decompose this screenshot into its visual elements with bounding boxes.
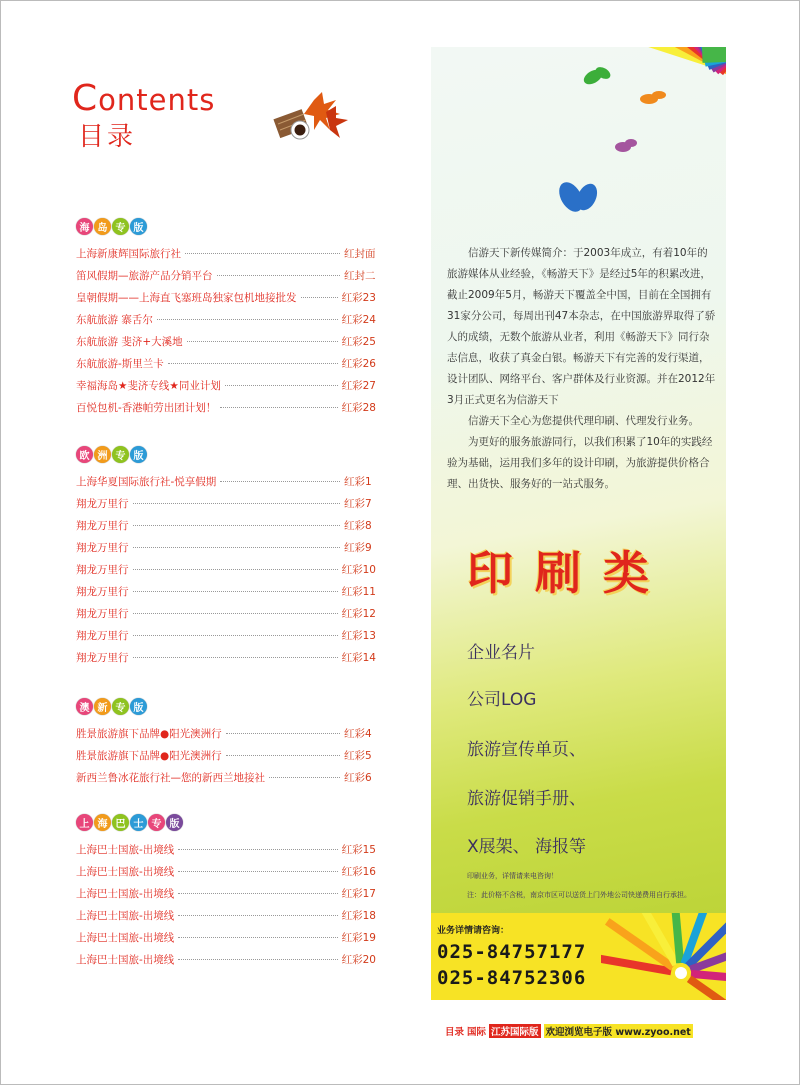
toc-entry-page: 红彩18 (341, 909, 376, 922)
toc-entry-page: 红彩5 (344, 749, 372, 762)
service-item: 旅游宣传单页、 (467, 740, 586, 760)
dotted-leader (178, 937, 337, 938)
dotted-leader (178, 849, 337, 850)
service-item: X展架、 海报等 (467, 837, 587, 857)
section-heading (76, 216, 147, 236)
toc-entry-page: 红彩20 (341, 953, 376, 966)
toc-entry-page: 红封二 (344, 269, 376, 282)
toc-entry-title: 皇朝假期——上海直飞塞班岛独家包机地接批发 (76, 291, 297, 304)
dotted-leader (220, 481, 340, 482)
contact-box (431, 913, 726, 1000)
section-heading-char: 巴 (112, 814, 129, 831)
dotted-leader (133, 635, 338, 636)
section-heading (76, 444, 147, 464)
toc-entry-title: 翔龙万里行 (76, 607, 129, 620)
toc-entry-title: 幸福海岛★斐济专线★同业计划 (76, 379, 221, 392)
toc-entry[interactable] (76, 514, 376, 536)
toc-entry[interactable] (76, 286, 376, 308)
toc-entry[interactable] (76, 722, 376, 744)
toc-list (76, 470, 376, 668)
toc-entry-title: 上海巴士国旅-出境线 (76, 843, 175, 856)
toc-entry[interactable] (76, 926, 376, 948)
toc-entry-page: 红彩13 (341, 629, 376, 642)
toc-entry-title: 百悦包机-香港帕劳出团计划！ (76, 401, 217, 414)
toc-entry[interactable] (76, 558, 376, 580)
toc-entry[interactable] (76, 580, 376, 602)
butterfly-icon (581, 65, 612, 88)
dotted-leader (178, 871, 337, 872)
toc-entry-page: 红彩4 (344, 727, 372, 740)
colored-pencils-image (601, 913, 726, 1000)
dotted-leader (133, 591, 338, 592)
toc-entry-title: 胜景旅游旗下品牌●阳光澳洲行 (76, 749, 222, 762)
toc-entry[interactable] (76, 396, 376, 418)
toc-entry-title: 新西兰鲁冰花旅行社—您的新西兰地接社 (76, 771, 265, 784)
toc-entry-page: 红彩7 (344, 497, 372, 510)
toc-entry-title: 翔龙万里行 (76, 541, 129, 554)
price-note: 注：此价格不含税，南京市区可以送货上门外地公司快递费用自行承担。 (467, 891, 691, 899)
intro-paragraph: 信游天下全心为您提供代理印刷、代理发行业务。 (468, 415, 699, 427)
section-heading-char: 澳 (76, 698, 93, 715)
section-heading-char: 专 (112, 218, 129, 235)
section-heading-char: 欧 (76, 446, 93, 463)
toc-entry-title: 翔龙万里行 (76, 651, 129, 664)
toc-entry-page: 红彩16 (341, 865, 376, 878)
company-intro (447, 243, 717, 495)
footer-section: 目录 (445, 1027, 465, 1038)
toc-entry-page: 红彩11 (341, 585, 376, 598)
phone-number: 025-84757177 (437, 941, 587, 963)
toc-entry[interactable] (76, 308, 376, 330)
toc-entry-title: 上海巴士国旅-出境线 (76, 887, 175, 900)
footer-edition: 国际 (467, 1027, 487, 1038)
page-title: Contents (72, 78, 216, 119)
toc-entry-title: 东航旅游 斐济+大溪地 (76, 335, 183, 348)
printing-headline: 印刷类 (467, 546, 671, 600)
toc-list (76, 242, 376, 418)
dotted-leader (185, 253, 340, 254)
section-heading-char: 版 (166, 814, 183, 831)
toc-entry[interactable] (76, 264, 376, 286)
toc-entry[interactable] (76, 242, 376, 264)
toc-entry-page: 红彩10 (341, 563, 376, 576)
toc-entry[interactable] (76, 602, 376, 624)
section-heading-char: 海 (94, 814, 111, 831)
toc-entry[interactable] (76, 904, 376, 926)
dotted-leader (217, 275, 341, 276)
toc-entry-title: 翔龙万里行 (76, 519, 129, 532)
section-heading-char: 专 (112, 446, 129, 463)
service-item: 公司LOG (467, 690, 537, 710)
dotted-leader (133, 525, 341, 526)
phone-number: 025-84752306 (437, 967, 587, 989)
toc-entry-page: 红封面 (344, 247, 376, 260)
toc-entry-page: 红彩23 (341, 291, 376, 304)
toc-entry-page: 红彩24 (341, 313, 376, 326)
toc-entry-page: 红彩14 (341, 651, 376, 664)
dotted-leader (226, 733, 340, 734)
section-heading-char: 士 (130, 814, 147, 831)
dotted-leader (133, 657, 338, 658)
toc-entry-page: 红彩19 (341, 931, 376, 944)
dotted-leader (178, 915, 337, 916)
toc-entry-page: 红彩26 (341, 357, 376, 370)
toc-entry-title: 上海新康辉国际旅行社 (76, 247, 181, 260)
section-heading-char: 洲 (94, 446, 111, 463)
toc-entry-page: 红彩9 (344, 541, 372, 554)
toc-entry-page: 红彩1 (344, 475, 372, 488)
dotted-leader (301, 297, 338, 298)
color-swatch-fan-image (531, 47, 726, 237)
toc-entry-page: 红彩25 (341, 335, 376, 348)
dotted-leader (133, 503, 341, 504)
section-heading-char: 版 (130, 698, 147, 715)
toc-entry[interactable] (76, 352, 376, 374)
dotted-leader (226, 755, 340, 756)
toc-entry-title: 上海巴士国旅-出境线 (76, 865, 175, 878)
toc-entry-page: 红彩6 (344, 771, 372, 784)
toc-entry[interactable] (76, 470, 376, 492)
dotted-leader (133, 613, 338, 614)
toc-entry[interactable] (76, 860, 376, 882)
toc-entry-title: 胜景旅游旗下品牌●阳光澳洲行 (76, 727, 222, 740)
toc-entry[interactable] (76, 646, 376, 668)
toc-entry[interactable] (76, 744, 376, 766)
dotted-leader (178, 893, 337, 894)
toc-entry-page: 红彩28 (341, 401, 376, 414)
toc-entry-title: 东航旅游-斯里兰卡 (76, 357, 164, 370)
intro-paragraph: 为更好的服务旅游同行，以我们积累了10年的实践经验为基础，运用我们多年的设计印刷，为旅游提供价格合理、出货快、服务好的一站式服务。 (447, 436, 713, 490)
dotted-leader (220, 407, 337, 408)
page-footer (445, 1024, 693, 1038)
toc-entry-title: 上海巴士国旅-出境线 (76, 953, 175, 966)
toc-entry-page: 红彩12 (341, 607, 376, 620)
toc-entry[interactable] (76, 536, 376, 558)
section-heading-char: 上 (76, 814, 93, 831)
section-heading-char: 专 (148, 814, 165, 831)
footer-edition-badge: 江苏国际版 (489, 1024, 541, 1038)
section-heading-char: 版 (130, 446, 147, 463)
toc-entry[interactable] (76, 330, 376, 352)
toc-entry[interactable] (76, 624, 376, 646)
toc-entry-page: 红彩17 (341, 887, 376, 900)
dotted-leader (133, 569, 338, 570)
coffee-leaves-decoration (270, 90, 350, 150)
page-subtitle: 目录 (78, 122, 137, 152)
toc-entry-page: 红彩8 (344, 519, 372, 532)
dotted-leader (157, 319, 338, 320)
toc-entry-title: 翔龙万里行 (76, 497, 129, 510)
service-item: 旅游促销手册、 (467, 789, 586, 809)
toc-entry-title: 翔龙万里行 (76, 629, 129, 642)
toc-entry-title: 翔龙万里行 (76, 585, 129, 598)
toc-entry[interactable] (76, 882, 376, 904)
dotted-leader (187, 341, 338, 342)
dotted-leader (133, 547, 341, 548)
service-item: 企业名片 (467, 643, 535, 663)
toc-entry-page: 红彩27 (341, 379, 376, 392)
footer-tagline: 欢迎浏览电子版 www.zyoo.net (544, 1024, 693, 1038)
dotted-leader (269, 777, 340, 778)
toc-entry[interactable] (76, 948, 376, 970)
toc-entry[interactable] (76, 766, 376, 788)
toc-entry-title: 翔龙万里行 (76, 563, 129, 576)
section-heading-char: 版 (130, 218, 147, 235)
toc-entry[interactable] (76, 492, 376, 514)
toc-entry-title: 上海巴士国旅-出境线 (76, 909, 175, 922)
section-heading (76, 696, 147, 716)
section-heading-char: 新 (94, 698, 111, 715)
toc-entry-title: 笛风假期—旅游产品分销平台 (76, 269, 213, 282)
toc-entry[interactable] (76, 374, 376, 396)
contact-label: 业务详情请咨询： (437, 926, 510, 936)
toc-list (76, 722, 376, 788)
intro-paragraph: 信游天下新传媒简介：于2003年成立，有着10年的旅游媒体从业经验，《畅游天下》是经过5年的积累改进，截止2009年5月，畅游天下覆盖全中国，目前在全国拥有31家分公司，每周出刊47本杂志，在中国旅游界取得了骄人的成绩，无数个旅游从业者，利用《畅游天下》同行杂志信息，收获了真金白银。畅游天下有完善的发行渠道，设计团队、网络平台、客户群体及行业资源。并在2012年3月正式更名为信游天下 (447, 247, 716, 406)
section-heading-char: 海 (76, 218, 93, 235)
section-heading-char: 岛 (94, 218, 111, 235)
footer-url[interactable]: www.zyoo.net (615, 1027, 691, 1038)
toc-list (76, 838, 376, 970)
inquiry-note: 印刷业务，详情请来电咨询！ (467, 872, 558, 880)
dotted-leader (178, 959, 337, 960)
toc-entry-title: 上海巴士国旅-出境线 (76, 931, 175, 944)
section-heading-char: 专 (112, 698, 129, 715)
toc-entry[interactable] (76, 838, 376, 860)
dotted-leader (225, 385, 338, 386)
toc-entry-title: 东航旅游 寨舌尔 (76, 313, 153, 326)
toc-entry-page: 红彩15 (341, 843, 376, 856)
toc-entry-title: 上海华夏国际旅行社-悦享假期 (76, 475, 217, 488)
dotted-leader (168, 363, 338, 364)
printing-ad-panel (431, 47, 726, 1000)
section-heading (76, 812, 183, 832)
